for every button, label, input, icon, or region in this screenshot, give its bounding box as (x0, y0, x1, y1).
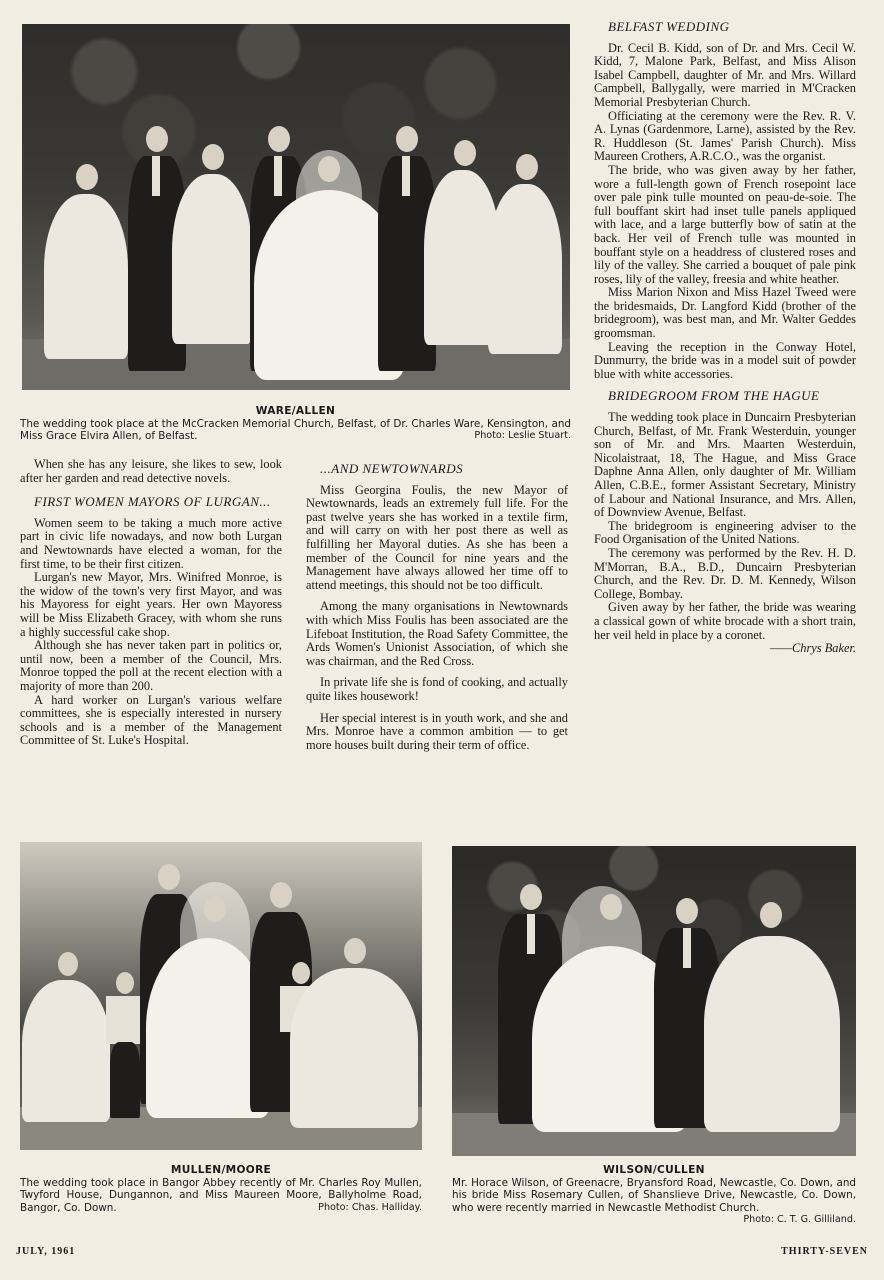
article-paragraph: Given away by her father, the bride was wearing a classical gown of white brocade with a short train, her veil held in place by a coronet. (594, 600, 856, 642)
article-paragraph: The wedding took place in Duncairn Presbyterian Church, Belfast, of Mr. Frank Westerduin, younger son of Mr. and Mrs. Maarten Westerduin, Nicolaistraat, 18, The Hague, and Miss Grace Daphne Anna Allen, only daughter of Mr. William Allen, C.B.E., former Assistant Secretary, Ministry of Labour and National Insurance, and Mrs. Allen, of Downview Avenue, Belfast. (594, 410, 856, 520)
ware-allen-caption (20, 405, 571, 443)
article-paragraph: The bride, who was given away by her father, wore a full-length gown of French rosepoint lace over pale pink tulle mounted on peau-de-soie. The full bouffant skirt had inset tulle panels appliqued with lace, and a large butterfly bow of satin at the back. Her veil of French tulle was mounted in bouffant style on a headdress of clustered roses and lily of the valley. She carried a bouquet of pale pink roses, lily of the valley, freesia and white heather. (594, 162, 856, 286)
article-paragraph: The ceremony was performed by the Rev. H. D. M'Morran, B.A., B.D., Duncairn Presbyterian Church, and the Rev. Dr. D. M. Kennedy, Wilson College, Bombay. (594, 545, 856, 601)
article-paragraph: Officiating at the ceremony were the Rev. R. V. A. Lynas (Gardenmore, Larne), assisted by the Rev. R. Huddleson (St. James' Parish Church). Miss Maureen Crothers, A.R.C.O., was the organist. (594, 108, 856, 164)
article-paragraph: Although she has never taken part in politics or, until now, been a member of the Council, Mrs. Monroe topped the poll at the recent election with a majority of more than 200. (20, 638, 282, 693)
article-heading: BRIDEGROOM FROM THE HAGUE (608, 388, 820, 404)
caption-title: WILSON/CULLEN (603, 1164, 705, 1176)
caption-title: WARE/ALLEN (255, 405, 336, 417)
wilson-cullen-caption (452, 1164, 856, 1227)
article-paragraph: Among the many organisations in Newtownards with which Miss Foulis has been associated are the Lifeboat Institution, the Road Safety Committee, the Ards Women's Unionist Association, of which she was chairman, and the Red Cross. (306, 599, 568, 668)
mullen-moore-photo (20, 842, 422, 1150)
photo-credit: Photo: Chas. Halliday. (318, 1201, 422, 1213)
article-paragraph: Lurgan's new Mayor, Mrs. Winifred Monroe, is the widow of the town's very first Mayor, and was his Mayoress for eight years. Her own Mayoress will be Miss Elizabeth Gracey, with whom she runs a highly successful cake shop. (20, 570, 282, 639)
caption-text: The wedding took place at the McCracken Memorial Church, Belfast, of Dr. Charles Ware, Kensington, and Miss Grace Elvira Allen, of Belfast. (20, 417, 571, 443)
caption-text: The wedding took place in Bangor Abbey recently of Mr. Charles Roy Mullen, Twyford House, Dungannon, and Miss Maureen Moore, Ballyholme Road, Bangor, Co. Down. (20, 1176, 422, 1214)
article-heading: ...AND NEWTOWNARDS (320, 461, 464, 476)
ware-allen-photo (22, 24, 570, 390)
belfast-wedding-article (594, 20, 856, 664)
article-paragraph: Miss Georgina Foulis, the new Mayor of Newtownards, leads an extremely full life. For the past twelve years she has worked in a textile firm, and will carry on with her post there as well as fulfilling her Mayoral duties. As she has been a member of the Council for nine years and the Management have always allowed her time off to attend meetings, this should not be too difficult. (306, 482, 568, 592)
article-paragraph: In private life she is fond of cooking, and actually quite likes housework! (306, 675, 568, 703)
photo-credit: Photo: Leslie Stuart. (474, 430, 571, 442)
footer-date: JULY, 1961 (16, 1246, 76, 1257)
caption-text: Mr. Horace Wilson, of Greenacre, Bryansford Road, Newcastle, Co. Down, and his bride Miss Rosemary Cullen, of Shanslieve Drive, Newcastle, Co. Down, who were recently married in Newcastle Methodist Church. (452, 1176, 856, 1214)
caption-title: MULLEN/MOORE (170, 1164, 272, 1176)
article-paragraph: Miss Marion Nixon and Miss Hazel Tweed were the bridesmaids, Dr. Langford Kidd (brother of the bridegroom), was best man, and Mr. Walter Geddes groomsman. (594, 285, 856, 341)
mullen-moore-caption (20, 1164, 422, 1214)
article-signature: ——Chrys Baker. (769, 641, 856, 656)
photo-credit: Photo: C. T. G. Gilliland. (743, 1214, 856, 1226)
article-paragraph: A hard worker on Lurgan's various welfare committees, she is especially interested in nursery schools and is a member of the Management Committee of St. Luke's Hospital. (20, 692, 282, 748)
article-paragraph: The bridegroom is engineering adviser to the Food Organisation of the United Nations. (594, 518, 856, 547)
article-heading: FIRST WOMEN MAYORS OF LURGAN... (34, 494, 271, 510)
article-paragraph: Her special interest is in youth work, and she and Mrs. Monroe have a common ambition — to get more houses built during their term of office. (306, 710, 568, 752)
newtownards-article (306, 462, 568, 752)
article-paragraph: Leaving the reception in the Conway Hotel, Dunmurry, the bride was in a model suit of powder blue with white accessories. (594, 339, 856, 381)
lurgan-article (20, 458, 282, 748)
article-paragraph: When she has any leisure, she likes to sew, look after her garden and read detective novels. (20, 457, 282, 485)
footer-page-number: THIRTY-SEVEN (781, 1246, 868, 1257)
wilson-cullen-photo (452, 846, 856, 1156)
article-paragraph: Dr. Cecil B. Kidd, son of Dr. and Mrs. Cecil W. Kidd, 7, Malone Park, Belfast, and Miss Alison Isabel Campbell, daughter of Mr. and Mrs. Willard Campbell, Ballygally, were married in M'Cracken Memorial Presbyterian Church. (594, 40, 856, 109)
article-paragraph: Women seem to be taking a much more active part in civic life nowadays, and now both Lurgan and Newtownards have elected a woman, for the first time, to be their first citizen. (20, 515, 282, 571)
article-heading: BELFAST WEDDING (608, 19, 730, 34)
